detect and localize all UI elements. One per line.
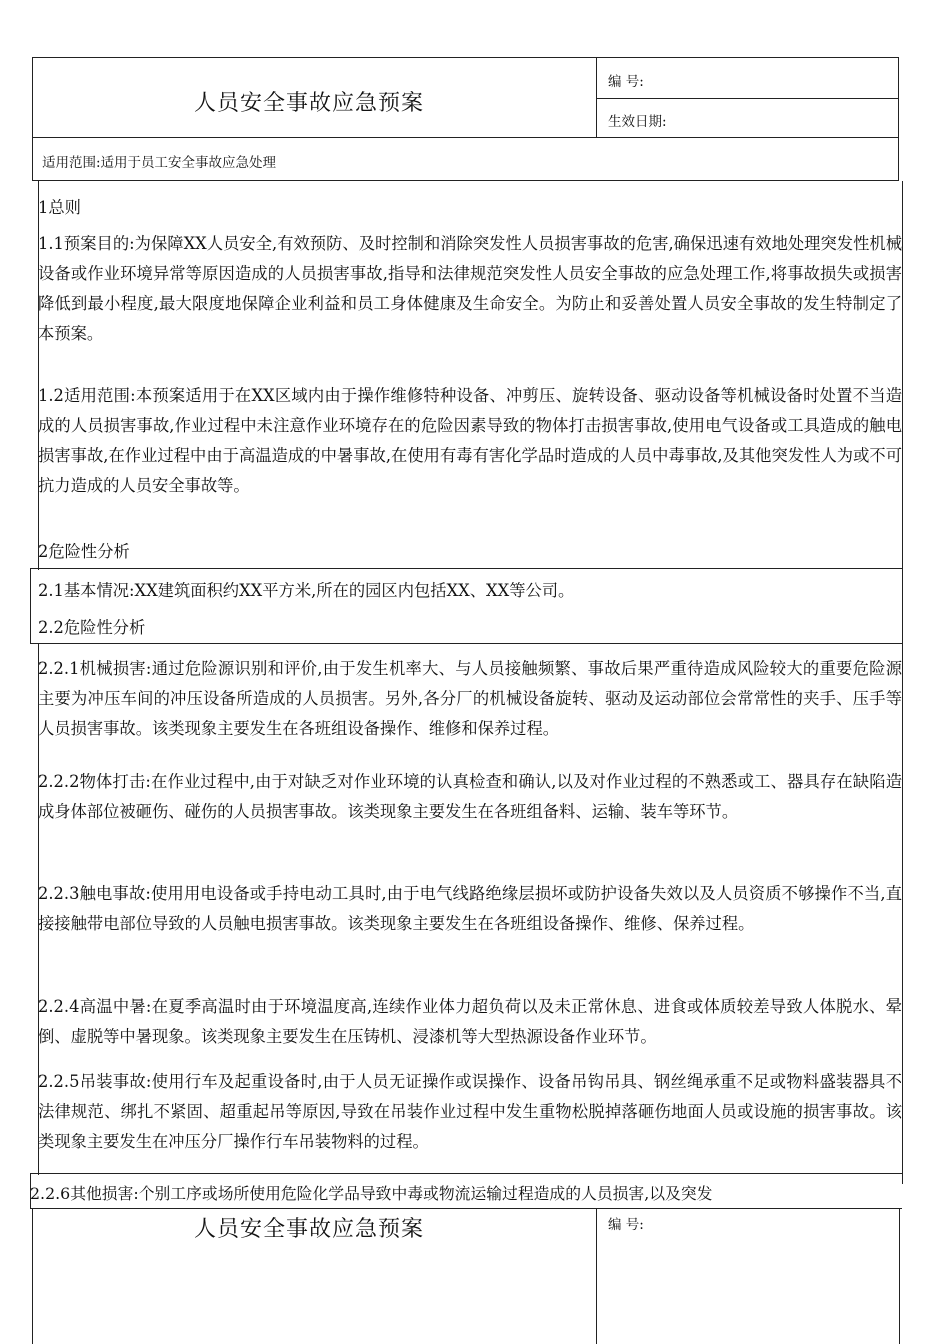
body-border-right — [902, 181, 903, 1184]
effective-date-label: 生效日期: — [608, 114, 667, 130]
section-2-2-3-paragraph: 2.2.3触电事故:使用用电设备或手持电动工具时,由于电气线路绝缘层损坏或防护设备失效以及人员资质不够操作不当,直接接触带电部位导致的人员触电损害事故。该类现象主要发生在各班组设备操作、维修、保养过程。 — [38, 884, 902, 933]
footer-number-label: 编 号: — [608, 1217, 644, 1233]
border-left-s2-1 — [30, 568, 31, 644]
rule-after-s2-2 — [30, 643, 902, 644]
section-2-heading: 2危险性分析 — [38, 542, 130, 561]
footer-header-border-right — [899, 1208, 900, 1344]
header-divider-mid — [596, 98, 899, 99]
header-divider-bottom — [32, 137, 899, 138]
section-2-2-2-paragraph: 2.2.2物体打击:在作业过程中,由于对缺乏对作业环境的认真检查和确认,以及对作业过程的不熟悉或工、器具存在缺陷造成身体部位被砸伤、碰伤的人员损害事故。该类现象主要发生在各班组备料、运输、装车等环节。 — [38, 772, 902, 821]
section-2-2-4-paragraph: 2.2.4高温中暑:在夏季高温时由于环境温度高,连续作业体力超负荷以及未正常休息、进食或体质较差导致人体脱水、晕倒、虚脱等中暑现象。该类现象主要发生在压铸机、浸漆机等大型热源设备作业环节。 — [38, 997, 902, 1046]
rule-after-s2-heading — [30, 568, 902, 569]
rule-before-s2-2-6 — [30, 1173, 902, 1174]
section-2-2-6-paragraph: 2.2.6其他损害:个别工序或场所使用危险化学品导致中毒或物流运输过程造成的人员损害,以及突发 — [30, 1184, 713, 1203]
footer-header-border-left — [32, 1208, 33, 1344]
section-2-2-1-paragraph: 2.2.1机械损害:通过危险源识别和评价,由于发生机率大、与人员接触频繁、事故后果严重待造成风险较大的重要危险源主要为冲压车间的冲压设备所造成的人员损害。另外,各分厂的机械设备旋转、驱动及运动部位会常常性的夹手、压手等人员损害事故。该类现象主要发生在各班组设备操作、维修和保养过程。 — [38, 659, 902, 738]
section-1-heading: 1总则 — [38, 198, 81, 217]
section-2-2-heading: 2.2危险性分析 — [38, 618, 146, 637]
number-label: 编 号: — [608, 74, 644, 90]
section-2-2-5-paragraph: 2.2.5吊装事故:使用行车及起重设备时,由于人员无证操作或误操作、设备吊钩吊具、钢丝绳承重不足或物料盛装器具不法律规范、绑扎不紧固、超重起吊等原因,导致在吊装作业过程中发生重物松脱掉落砸伤地面人员或设施的损害事故。该类现象主要发生在冲压分厂操作行车吊装物料的过程。 — [38, 1072, 902, 1151]
header-divider-vertical — [596, 57, 597, 137]
section-2-1-paragraph: 2.1基本情况:XX建筑面积约XX平方米,所在的园区内包括XX、XX等公司。 — [38, 581, 575, 600]
document-title: 人员安全事故应急预案 — [194, 91, 425, 116]
section-1-2-paragraph: 1.2适用范围:本预案适用于在XX区域内由于操作维修特种设备、冲剪压、旋转设备、驱动设备等机械设备时处置不当造成的人员损害事故,作业过程中未注意作业环境存在的危险因素导致的物体打击损害事故,使用电气设备或工具造成的触电损害事故,在作业过程中由于高温造成的中暑事故,在使用有毒有害化学品时造成的人员中毒事故,及其他突发性人为或不可抗力造成的人员安全事故等。 — [38, 386, 902, 495]
scope-line: 适用范围:适用于员工安全事故应急处理 — [42, 155, 277, 171]
footer-header-divider — [596, 1208, 597, 1344]
section-1-1-paragraph: 1.1预案目的:为保障XX人员安全,有效预防、及时控制和消除突发性人员损害事故的危害,确保迅速有效地处理突发性机械设备或作业环境异常等原因造成的人员损害事故,指导和法律规范突发性人员安全事故的应急处理工作,将事故损失或损害降低到最小程度,最大限度地保障企业利益和员工身体健康及生命安全。为防止和妥善处置人员安全事故的发生特制定了本预案。 — [38, 234, 902, 343]
footer-document-title: 人员安全事故应急预案 — [194, 1217, 425, 1242]
